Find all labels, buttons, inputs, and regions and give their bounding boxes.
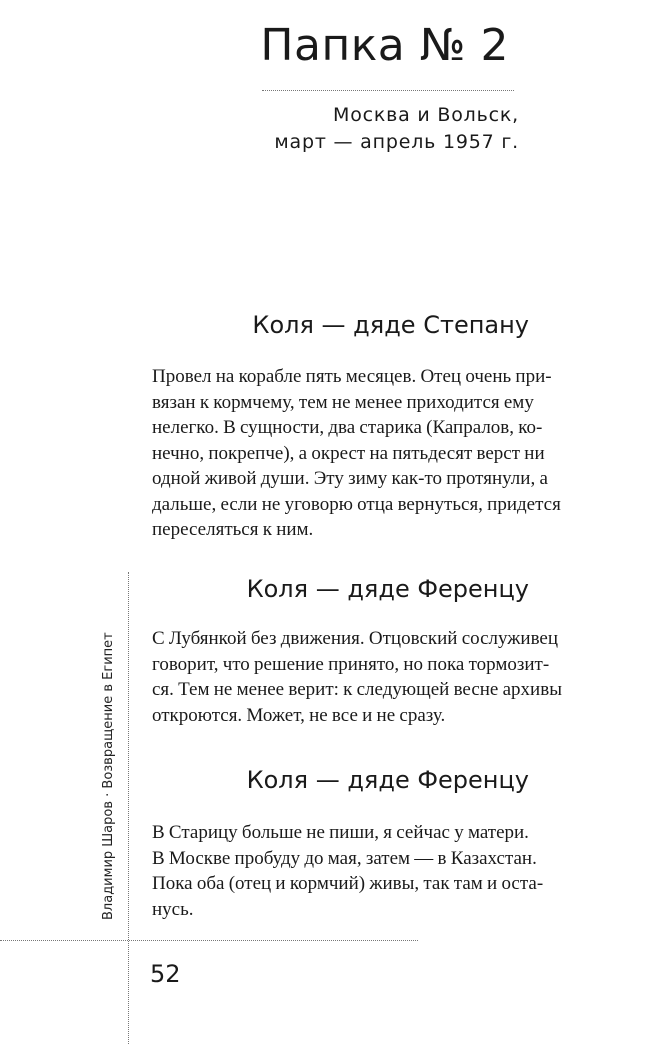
text-line: одной живой души. Эту зиму как-то протянули, а xyxy=(152,468,548,489)
text-line: говорит, что решение принято, но пока тормозит- xyxy=(152,653,550,675)
section-heading-1: Коля — дяде Степану xyxy=(252,311,529,339)
section-heading-3: Коля — дяде Ференцу xyxy=(246,766,529,794)
folder-title: Папка № 2 xyxy=(260,20,509,71)
text-line: С Лубянкой без движения. Отцовский сослуживец xyxy=(152,628,559,649)
running-head: Владимир Шаров · Возвращение в Египет xyxy=(101,632,116,920)
text-line: переселяться к ним. xyxy=(152,519,314,540)
text-line: В Старицу больше не пиши, я сейчас у матери. xyxy=(152,822,529,843)
text-line: дальше, если не уговорю отца вернуться, придется xyxy=(152,493,561,515)
letter-text-3 xyxy=(152,820,544,922)
text-line: нечно, покрепче), а окрест на пятьдесят верст ни xyxy=(152,442,545,464)
page-number: 52 xyxy=(150,960,181,988)
text-line: откроются. Может, не все и не сразу. xyxy=(152,704,446,726)
letter-text-2 xyxy=(152,626,562,728)
text-line: вязан к кормчему, тем не менее приходится ему xyxy=(152,391,534,413)
footer-horizontal-rule xyxy=(0,940,418,941)
subtitle-place: Москва и Вольск, xyxy=(333,104,519,126)
subtitle-date: март — апрель 1957 г. xyxy=(274,131,519,153)
text-line: нусь. xyxy=(152,898,194,920)
letter-text-1 xyxy=(152,364,561,543)
text-line: Провел на корабле пять месяцев. Отец очень при- xyxy=(152,366,552,387)
text-line: нелегко. В сущности, два старика (Капралов, ко- xyxy=(152,417,543,438)
section-heading-2: Коля — дяде Ференцу xyxy=(246,575,529,603)
title-divider xyxy=(262,90,514,91)
text-line: В Москве пробуду до мая, затем — в Казахстан. xyxy=(152,847,537,869)
text-line: Пока оба (отец и кормчий) живы, так там и оста- xyxy=(152,873,544,894)
folder-subtitle xyxy=(274,102,519,156)
text-line: ся. Тем не менее верит: к следующей весне архивы xyxy=(152,679,562,700)
margin-vertical-rule xyxy=(128,572,129,1044)
